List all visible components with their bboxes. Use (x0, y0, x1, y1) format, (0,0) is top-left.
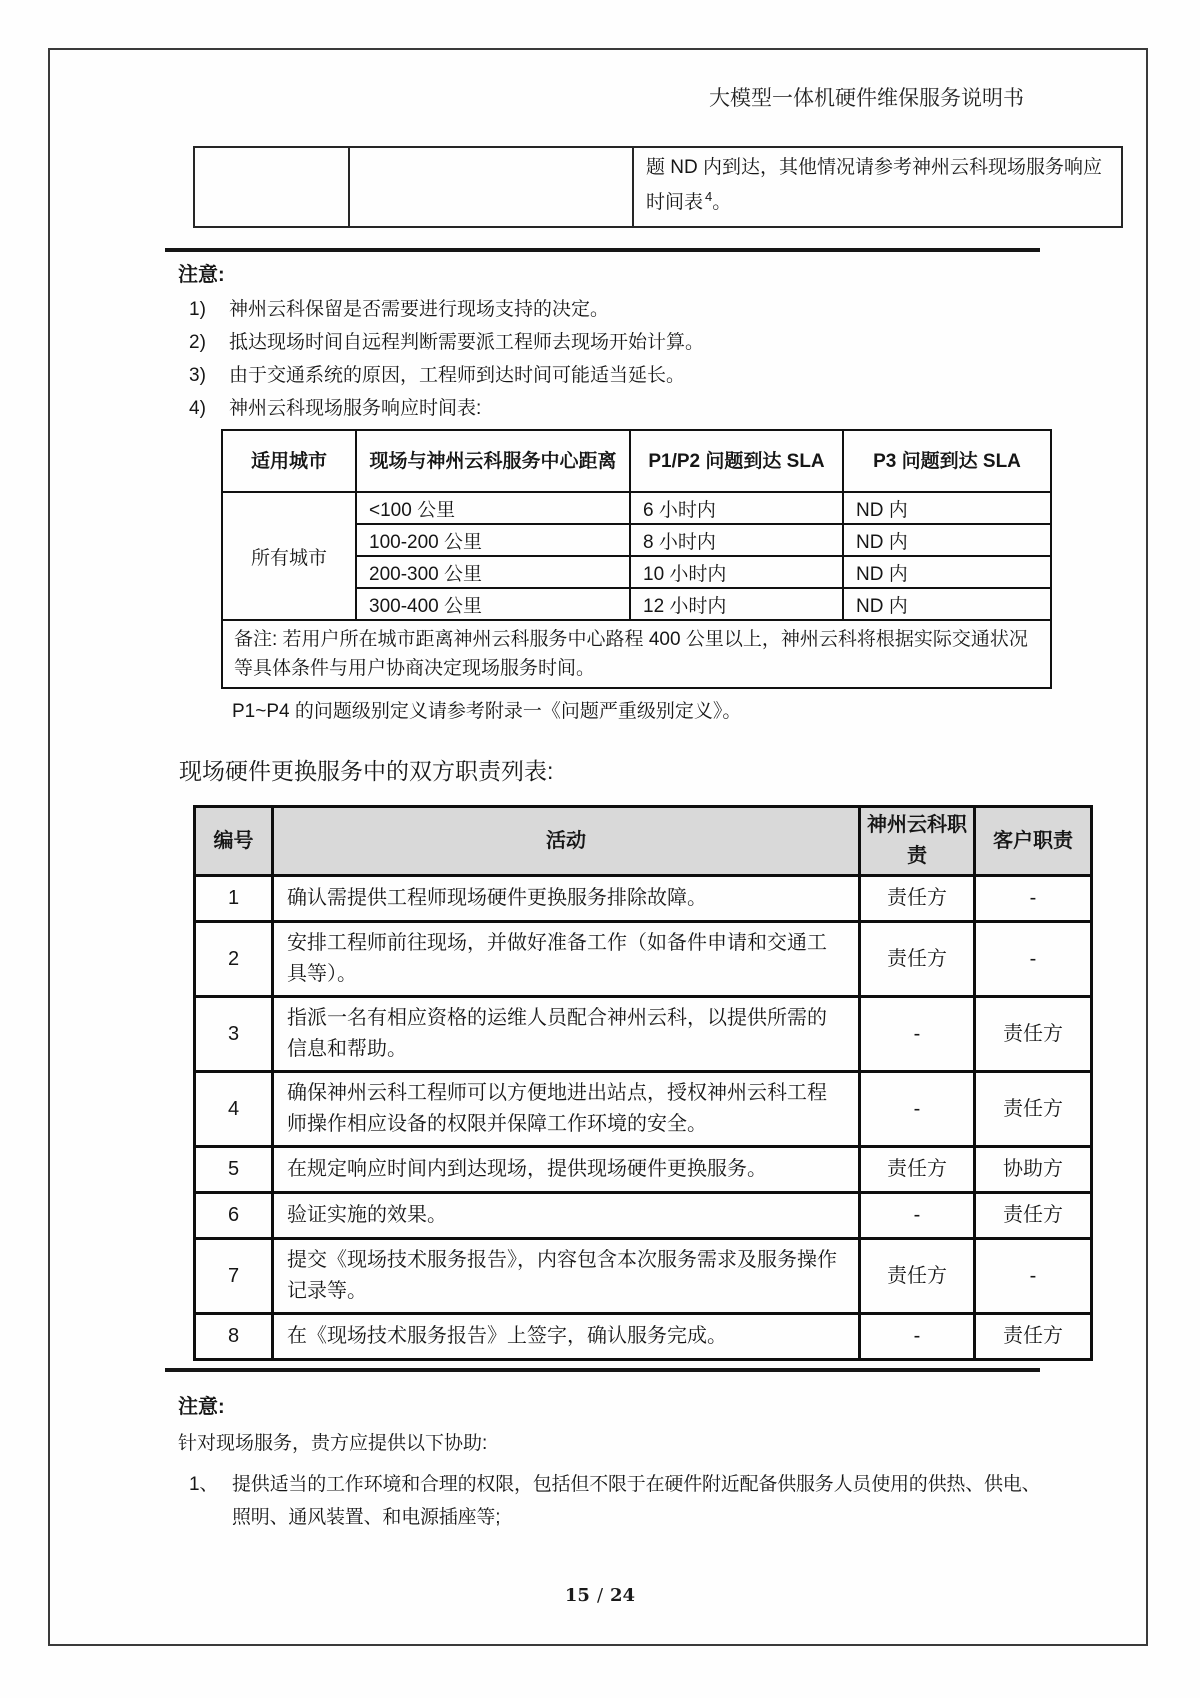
dck-duty-cell: - (860, 1314, 975, 1360)
page-footer (0, 1585, 1200, 1606)
row-number-cell: 5 (195, 1147, 273, 1193)
table-row (194, 147, 1122, 227)
column-header: P1/P2 问题到达 SLA (630, 430, 843, 492)
row-number-cell: 2 (195, 922, 273, 997)
column-header: 现场与神州云科服务中心距离 (356, 430, 630, 492)
distance-cell: 200-300 公里 (356, 556, 630, 588)
distance-cell: <100 公里 (356, 492, 630, 524)
table-row (195, 1072, 1092, 1147)
section-heading: 现场硬件更换服务中的双方职责列表: (179, 758, 554, 784)
page-number-separator: / (596, 1585, 604, 1606)
column-header: 神州云科职责 (860, 807, 975, 876)
sla-cell: ND 内 (843, 588, 1051, 620)
notes-top-list (189, 297, 1049, 429)
table-row (222, 492, 1051, 524)
notes-bottom-intro: 针对现场服务，贵方应提供以下协助: (178, 1433, 488, 1454)
sla-cell: ND 内 (843, 492, 1051, 524)
column-header: 编号 (195, 807, 273, 876)
row-number-cell: 8 (195, 1314, 273, 1360)
carryover-empty-cell-1 (194, 147, 349, 227)
table-row (195, 876, 1092, 922)
list-item-text: 神州云科保留是否需要进行现场支持的决定。 (229, 299, 610, 320)
column-header: 适用城市 (222, 430, 356, 492)
activity-cell: 安排工程师前往现场，并做好准备工作（如备件申请和交通工具等）。 (273, 922, 860, 997)
customer-duty-cell: 责任方 (975, 1193, 1092, 1239)
list-item (189, 330, 1049, 363)
table-row (222, 620, 1051, 688)
sla-cell: 8 小时内 (630, 524, 843, 556)
list-item (189, 297, 1049, 330)
table-header-row (222, 430, 1051, 492)
customer-duty-cell: - (975, 1239, 1092, 1314)
list-item (189, 396, 1049, 429)
row-number-cell: 3 (195, 997, 273, 1072)
table-header-row (195, 807, 1092, 876)
section-divider-rule-bottom (165, 1368, 1040, 1372)
list-item-text: 由于交通系统的原因，工程师到达时间可能适当延长。 (229, 365, 686, 386)
footnote-reference: 4 (705, 188, 713, 204)
sla-cell: 12 小时内 (630, 588, 843, 620)
section-divider-rule-top (165, 248, 1040, 252)
activity-cell: 提交《现场技术服务报告》，内容包含本次服务需求及服务操作记录等。 (273, 1239, 860, 1314)
dck-duty-cell: - (860, 1193, 975, 1239)
customer-duty-cell: - (975, 876, 1092, 922)
table-row (195, 1239, 1092, 1314)
total-pages: 24 (610, 1585, 636, 1606)
column-header: 活动 (273, 807, 860, 876)
page-number: 15 (564, 1585, 590, 1606)
activity-cell: 在《现场技术服务报告》上签字，确认服务完成。 (273, 1314, 860, 1360)
activity-cell: 确认需提供工程师现场硬件更换服务排除故障。 (273, 876, 860, 922)
table-row (195, 922, 1092, 997)
sla-cell: 10 小时内 (630, 556, 843, 588)
table-row (195, 1147, 1092, 1193)
dck-duty-cell: - (860, 1072, 975, 1147)
activity-cell: 在规定响应时间内到达现场，提供现场硬件更换服务。 (273, 1147, 860, 1193)
list-item-number: 3) (189, 365, 206, 386)
dck-duty-cell: - (860, 997, 975, 1072)
customer-duty-cell: 协助方 (975, 1147, 1092, 1193)
row-number-cell: 6 (195, 1193, 273, 1239)
list-item-text: 提供适当的工作环境和合理的权限，包括但不限于在硬件附近配备供服务人员使用的供热、供电、照明、通风装置、和电源插座等; (232, 1474, 1041, 1528)
carryover-text: 题 ND 内到达，其他情况请参考神州云科现场服务响应时间表 (646, 157, 1103, 213)
distance-cell: 100-200 公里 (356, 524, 630, 556)
list-item-number: 1) (189, 299, 206, 320)
customer-duty-cell: 责任方 (975, 1072, 1092, 1147)
sla-cell: ND 内 (843, 524, 1051, 556)
list-item-text: 神州云科现场服务响应时间表: (229, 398, 482, 419)
customer-duty-cell: 责任方 (975, 1314, 1092, 1360)
problem-levels-note: P1~P4 的问题级别定义请参考附录一《问题严重级别定义》。 (232, 701, 742, 722)
city-group-cell: 所有城市 (222, 492, 356, 620)
list-item-number: 4) (189, 398, 206, 419)
customer-duty-cell: 责任方 (975, 997, 1092, 1072)
list-item-text: 抵达现场时间自远程判断需要派工程师去现场开始计算。 (229, 332, 705, 353)
table-row (195, 1193, 1092, 1239)
customer-duty-cell: - (975, 922, 1092, 997)
carryover-text-tail: 。 (712, 192, 732, 213)
table-row (195, 1314, 1092, 1360)
carryover-table (193, 146, 1123, 228)
row-number-cell: 7 (195, 1239, 273, 1314)
responsibility-table (193, 805, 1093, 1361)
dck-duty-cell: 责任方 (860, 876, 975, 922)
activity-cell: 验证实施的效果。 (273, 1193, 860, 1239)
document-header-title: 大模型一体机硬件维保服务说明书 (709, 86, 1024, 110)
dck-duty-cell: 责任方 (860, 1147, 975, 1193)
remark-cell: 备注: 若用户所在城市距离神州云科服务中心路程 400 公里以上，神州云科将根据实际交通状况等具体条件与用户协商决定现场服务时间。 (222, 620, 1051, 688)
sla-cell: 6 小时内 (630, 492, 843, 524)
column-header: 客户职责 (975, 807, 1092, 876)
list-item (189, 363, 1049, 396)
list-item (189, 1468, 1047, 1534)
dck-duty-cell: 责任方 (860, 922, 975, 997)
table-row (195, 997, 1092, 1072)
column-header: P3 问题到达 SLA (843, 430, 1051, 492)
carryover-text-cell (633, 147, 1122, 227)
list-item-number: 1、 (189, 1474, 219, 1495)
notes-top-label: 注意: (178, 264, 225, 286)
sla-cell: ND 内 (843, 556, 1051, 588)
list-item-number: 2) (189, 332, 206, 353)
activity-cell: 指派一名有相应资格的运维人员配合神州云科，以提供所需的信息和帮助。 (273, 997, 860, 1072)
carryover-empty-cell-2 (349, 147, 633, 227)
row-number-cell: 1 (195, 876, 273, 922)
activity-cell: 确保神州云科工程师可以方便地进出站点，授权神州云科工程师操作相应设备的权限并保障工作环境的安全。 (273, 1072, 860, 1147)
response-time-table (221, 429, 1052, 689)
row-number-cell: 4 (195, 1072, 273, 1147)
notes-bottom-label: 注意: (178, 1396, 225, 1418)
dck-duty-cell: 责任方 (860, 1239, 975, 1314)
distance-cell: 300-400 公里 (356, 588, 630, 620)
